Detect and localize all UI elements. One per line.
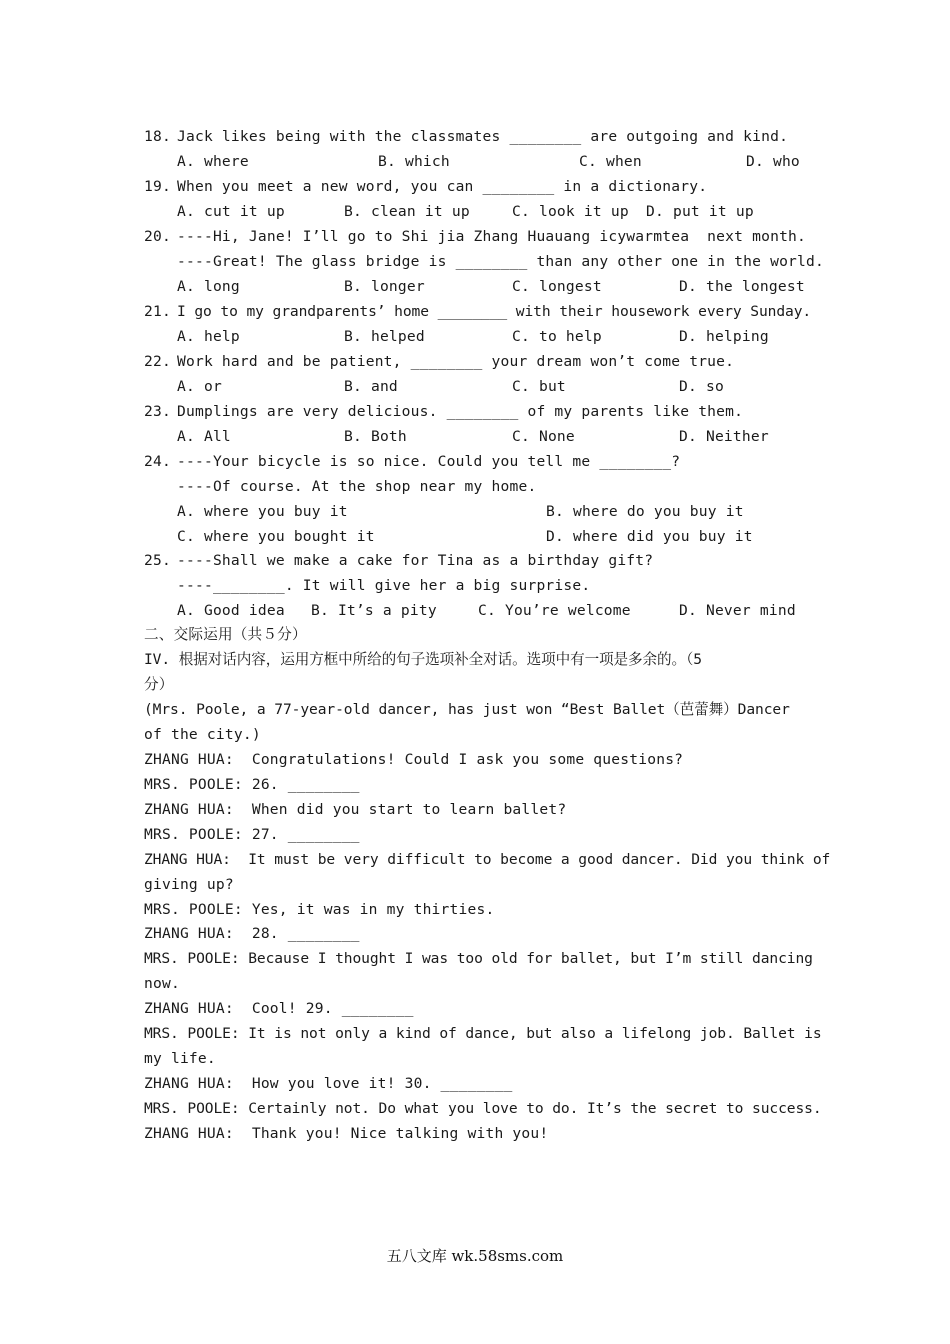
q21-stem: I go to my grandparents’ home ________ with their housework every Sunday. [177, 303, 812, 320]
dialogue-context: (Mrs. Poole, a 77-year-old dancer, has just won “Best Ballet（芭蕾舞）Dancer [144, 701, 790, 718]
q23-num: 23. [144, 403, 171, 420]
dialogue-line: now. [144, 975, 180, 992]
q24-num: 24. [144, 453, 171, 470]
section-instruction: IV. 根据对话内容，运用方框中所给的句子选项补全对话。选项中有一项是多余的。（5 [144, 651, 702, 668]
dialogue-line: ZHANG HUA: 28. ________ [144, 925, 360, 942]
dialogue-line: ZHANG HUA: Cool! 29. ________ [144, 1000, 414, 1017]
q18-option-b: B. which [378, 153, 450, 170]
q19-option-b: B. clean it up [344, 203, 470, 220]
dialogue-line: ZHANG HUA: When did you start to learn ballet? [144, 801, 567, 818]
q19-option-d: D. put it up [646, 203, 754, 220]
q20-num: 20. [144, 228, 171, 245]
dialogue-line: giving up? [144, 876, 234, 893]
q25-option-c: C. You’re welcome [478, 602, 631, 619]
q22-option-d: D. so [679, 378, 724, 395]
dialogue-line: ZHANG HUA: Thank you! Nice talking with you! [144, 1125, 549, 1142]
section-heading: 二、交际运用（共５分） [144, 626, 307, 643]
q24-option-a: A. where you buy it [177, 503, 348, 520]
q21-option-a: A. help [177, 328, 240, 345]
q18-stem: Jack likes being with the classmates ________ are outgoing and kind. [177, 128, 789, 145]
q23-option-c: C. None [512, 428, 575, 445]
q25-option-b: B. It’s a pity [311, 602, 437, 619]
q19-option-c: C. look it up [512, 203, 629, 220]
q24-stem: ----Your bicycle is so nice. Could you tell me ________? [177, 453, 681, 470]
q22-stem: Work hard and be patient, ________ your dream won’t come true. [177, 353, 735, 370]
q23-option-b: B. Both [344, 428, 407, 445]
q20-option-a: A. long [177, 278, 240, 295]
q22-option-c: C. but [512, 378, 566, 395]
q22-option-b: B. and [344, 378, 398, 395]
q20-option-c: C. longest [512, 278, 602, 295]
q25-num: 25. [144, 552, 171, 569]
q21-num: 21. [144, 303, 171, 320]
q24-option-b: B. where do you buy it [546, 503, 744, 520]
dialogue-line: ZHANG HUA: How you love it! 30. ________ [144, 1075, 513, 1092]
q23-stem: Dumplings are very delicious. ________ of my parents like them. [177, 403, 744, 420]
q18-num: 18. [144, 128, 171, 145]
dialogue-line: MRS. POOLE: Because I thought I was too old for ballet, but I’m still dancing [144, 950, 813, 967]
q21-option-d: D. helping [679, 328, 769, 345]
q25-stem: ----Shall we make a cake for Tina as a birthday gift? [177, 552, 654, 569]
q23-option-a: A. All [177, 428, 231, 445]
q24-stem-reply: ----Of course. At the shop near my home. [177, 478, 537, 495]
q18-option-c: C. when [579, 153, 642, 170]
q18-option-d: D. who [746, 153, 800, 170]
q22-option-a: A. or [177, 378, 222, 395]
dialogue-line: ZHANG HUA: It must be very difficult to become a good dancer. Did you think of [144, 851, 831, 868]
q22-num: 22. [144, 353, 171, 370]
q23-option-d: D. Neither [679, 428, 769, 445]
q25-option-d: D. Never mind [679, 602, 796, 619]
q20-stem: ----Hi, Jane! I’ll go to Shi jia Zhang Huauang icywarmtea next month. [177, 228, 807, 245]
q25-stem-reply: ----________. It will give her a big surprise. [177, 577, 591, 594]
q24-option-c: C. where you bought it [177, 528, 375, 545]
dialogue-line: MRS. POOLE: 26. ________ [144, 776, 360, 793]
q20-option-b: B. longer [344, 278, 425, 295]
q25-option-a: A. Good idea [177, 602, 285, 619]
dialogue-line: ZHANG HUA: Congratulations! Could I ask you some questions? [144, 751, 684, 768]
dialogue-context-cont: of the city.) [144, 726, 261, 743]
q21-option-c: C. to help [512, 328, 602, 345]
q20-stem-reply: ----Great! The glass bridge is ________ than any other one in the world. [177, 253, 825, 270]
dialogue-line: MRS. POOLE: 27. ________ [144, 826, 360, 843]
q21-option-b: B. helped [344, 328, 425, 345]
q24-option-d: D. where did you buy it [546, 528, 753, 545]
q20-option-d: D. the longest [679, 278, 805, 295]
dialogue-line: MRS. POOLE: Yes, it was in my thirties. [144, 901, 495, 918]
dialogue-line: MRS. POOLE: It is not only a kind of dance, but also a lifelong job. Ballet is [144, 1025, 822, 1042]
q19-num: 19. [144, 178, 171, 195]
q19-stem: When you meet a new word, you can ________ in a dictionary. [177, 178, 708, 195]
section-instruction-cont: 分） [144, 676, 174, 693]
page-footer: 五八文库 wk.58sms.com [386, 1247, 564, 1265]
dialogue-line: my life. [144, 1050, 216, 1067]
q19-option-a: A. cut it up [177, 203, 285, 220]
dialogue-line: MRS. POOLE: Certainly not. Do what you love to do. It’s the secret to success. [144, 1100, 822, 1117]
q18-option-a: A. where [177, 153, 249, 170]
